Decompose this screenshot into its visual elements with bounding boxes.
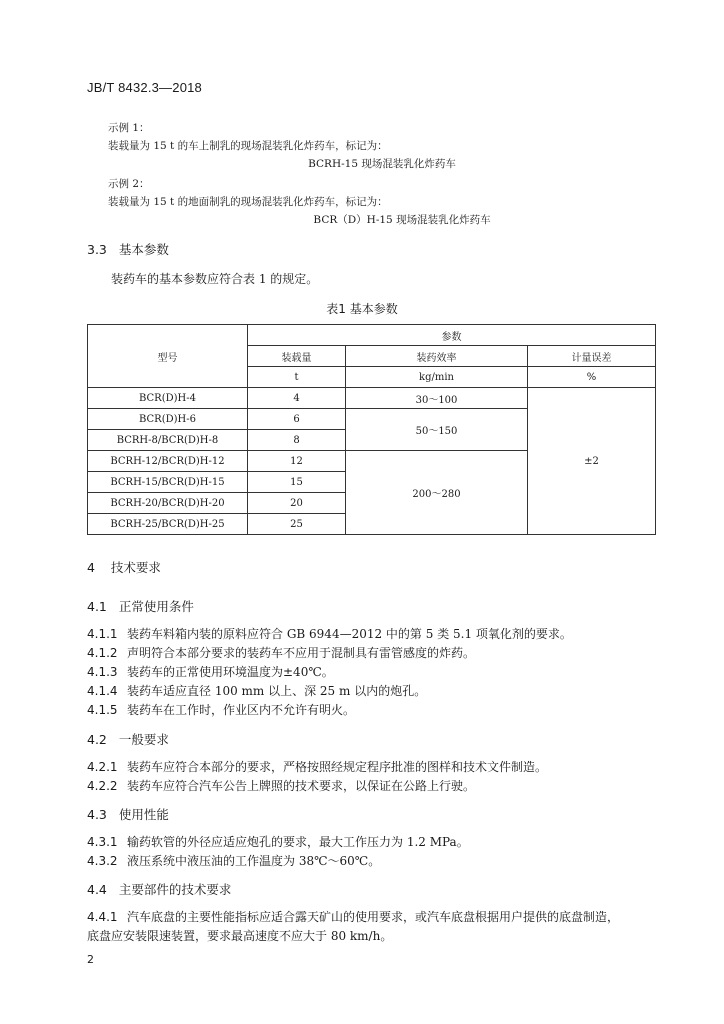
clause-text: 装药车适应直径 100 mm 以上、深 25 m 以内的炮孔。 — [127, 684, 427, 698]
example-1-mark: BCRH-15 现场混装乳化炸药车 — [308, 158, 456, 170]
clause-text: 装药车在工作时，作业区内不允许有明火。 — [127, 703, 356, 717]
cell-load: 4 — [248, 388, 346, 409]
cell-model: BCRH-12/BCR(D)H-12 — [88, 451, 248, 472]
cell-load: 6 — [248, 409, 346, 430]
clause — [87, 833, 469, 850]
group-header-params: 参数 — [248, 325, 656, 346]
clause — [87, 852, 380, 869]
example-1-label: 示例 1： — [108, 122, 150, 134]
clause-text: 装药车的正常使用环境温度为±40℃。 — [127, 665, 334, 679]
clause — [87, 701, 355, 718]
clause-number: 4.1.5 — [87, 703, 118, 717]
clause — [87, 758, 547, 775]
section-4-2-heading — [87, 730, 169, 748]
clause-text: 装药车料箱内装的原料应符合 GB 6944—2012 中的第 5 类 5.1 项氧化剂的要求。 — [127, 627, 572, 641]
section-title: 一般要求 — [118, 732, 169, 747]
cell-model: BCRH-20/BCR(D)H-20 — [88, 493, 248, 514]
cell-load: 12 — [248, 451, 346, 472]
clause-number: 4.2.1 — [87, 760, 118, 774]
section-number: 4.3 — [87, 807, 107, 822]
col-header-model: 型号 — [88, 325, 248, 388]
clause-number: 4.1.4 — [87, 684, 118, 698]
clause-number: 4.1.1 — [87, 627, 118, 641]
section-4-1-heading — [87, 597, 194, 615]
clause-text: 装药车应符合本部分的要求，严格按照经规定程序批准的图样和技术文件制造。 — [127, 760, 548, 774]
cell-model: BCRH-25/BCR(D)H-25 — [88, 514, 248, 535]
cell-load: 20 — [248, 493, 346, 514]
table-row — [88, 388, 656, 409]
example-2-label: 示例 2： — [108, 178, 150, 190]
clause — [87, 644, 475, 661]
clause-number: 4.3.2 — [87, 854, 118, 868]
example-2-mark: BCR（D）H-15 现场混装乳化炸药车 — [313, 214, 491, 226]
col-header-load: 装载量 — [248, 346, 346, 367]
clause-number: 4.1.3 — [87, 665, 118, 679]
clause-text: 声明符合本部分要求的装药车不应用于混制具有雷管感度的炸药。 — [127, 646, 476, 660]
col-header-error: 计量误差 — [528, 346, 656, 367]
section-3-3-heading — [87, 240, 169, 258]
col-header-efficiency: 装药效率 — [346, 346, 528, 367]
section-3-3-text: 装药车的基本参数应符合表 1 的规定。 — [111, 272, 319, 286]
clause-text: 装药车应符合汽车公告上牌照的技术要求，以保证在公路上行驶。 — [127, 779, 476, 793]
section-number: 4.4 — [87, 882, 107, 897]
cell-model: BCRH-15/BCR(D)H-15 — [88, 472, 248, 493]
clause — [87, 777, 475, 794]
col-unit-load: t — [248, 367, 346, 388]
clause-continuation: 底盘应安装限速装置，要求最高速度不应大于 80 km/h。 — [87, 929, 393, 943]
parameters-table — [87, 324, 656, 535]
section-4-heading — [87, 558, 161, 576]
clause-text: 汽车底盘的主要性能指标应适合露天矿山的使用要求，或汽车底盘根据用户提供的底盘制造， — [127, 910, 620, 924]
cell-efficiency: 50～150 — [346, 409, 528, 451]
clause-number: 4.3.1 — [87, 835, 118, 849]
table-title: 表1 基本参数 — [326, 302, 398, 316]
section-number: 4.1 — [87, 599, 107, 614]
cell-efficiency: 30～100 — [346, 388, 528, 409]
clause-number: 4.1.2 — [87, 646, 118, 660]
clause-text: 液压系统中液压油的工作温度为 38℃～60℃。 — [127, 854, 381, 868]
clause-number: 4.2.2 — [87, 779, 118, 793]
clause — [87, 663, 334, 680]
cell-load: 8 — [248, 430, 346, 451]
section-title: 正常使用条件 — [118, 599, 194, 614]
section-title: 基本参数 — [118, 242, 169, 257]
section-title: 主要部件的技术要求 — [118, 882, 232, 897]
cell-model: BCRH-8/BCR(D)H-8 — [88, 430, 248, 451]
section-number: 4.2 — [87, 732, 107, 747]
clause — [87, 625, 572, 642]
cell-model: BCR(D)H-4 — [88, 388, 248, 409]
cell-load: 15 — [248, 472, 346, 493]
cell-error: ±2 — [528, 388, 656, 535]
col-unit-efficiency: kg/min — [346, 367, 528, 388]
section-4-4-heading — [87, 880, 231, 898]
cell-model: BCR(D)H-6 — [88, 409, 248, 430]
col-unit-error: % — [528, 367, 656, 388]
cell-efficiency: 200～280 — [346, 451, 528, 535]
page-number: 2 — [87, 953, 94, 966]
cell-load: 25 — [248, 514, 346, 535]
section-title: 使用性能 — [118, 807, 169, 822]
clause-text: 输药软管的外径应适应炮孔的要求，最大工作压力为 1.2 MPa。 — [127, 835, 469, 849]
section-number: 4 — [87, 560, 95, 575]
section-4-3-heading — [87, 805, 169, 823]
example-1-text: 装载量为 15 t 的车上制乳的现场混装乳化炸药车，标记为： — [108, 140, 388, 152]
clause — [87, 908, 619, 925]
clause-number: 4.4.1 — [87, 910, 118, 924]
clause — [87, 682, 426, 699]
section-number: 3.3 — [87, 242, 107, 257]
standard-code: JB/T 8432.3—2018 — [87, 80, 202, 95]
example-2-text: 装载量为 15 t 的地面制乳的现场混装乳化炸药车，标记为： — [108, 196, 388, 208]
section-title: 技术要求 — [110, 560, 161, 575]
